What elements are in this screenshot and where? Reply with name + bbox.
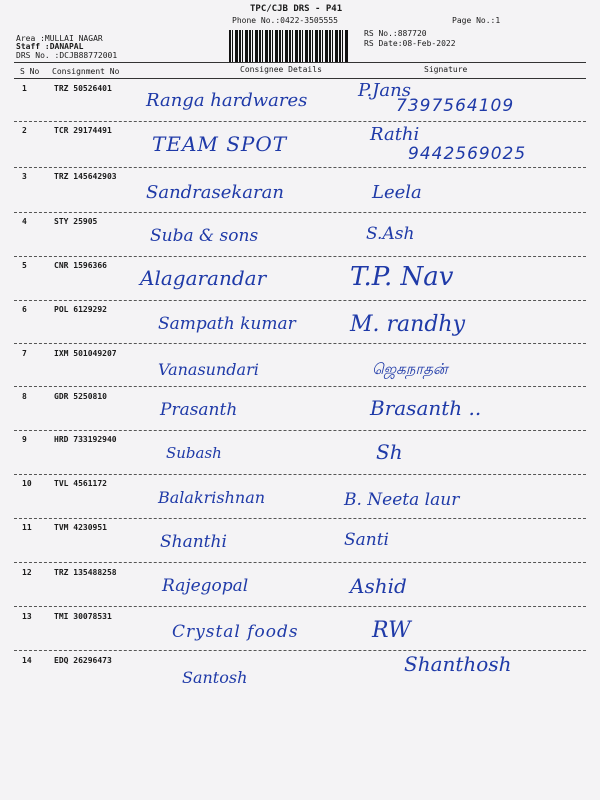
barcode-image bbox=[229, 30, 349, 63]
row-sno: 6 bbox=[22, 305, 27, 314]
header-rule-bottom bbox=[14, 78, 586, 79]
row-sno: 3 bbox=[22, 172, 27, 181]
row-divider bbox=[14, 430, 586, 431]
consignee-name: Crystal foods bbox=[172, 622, 299, 642]
signature: Rathi bbox=[370, 124, 420, 145]
consignee-name: Subash bbox=[166, 444, 222, 462]
row-sno: 10 bbox=[22, 479, 32, 488]
row-divider bbox=[14, 300, 586, 301]
consignee-name: Rajegopal bbox=[162, 576, 249, 596]
consignee-name: TEAM SPOT bbox=[152, 132, 288, 156]
signature: Leela bbox=[372, 182, 422, 203]
row-sno: 4 bbox=[22, 217, 27, 226]
consignee-name: Vanasundari bbox=[158, 360, 259, 379]
row-divider bbox=[14, 167, 586, 168]
signature: Brasanth .. bbox=[370, 396, 482, 420]
signature: T.P. Nav bbox=[350, 262, 454, 292]
col-signature: Signature bbox=[424, 65, 468, 74]
rs-date: RS Date:08-Feb-2022 bbox=[364, 39, 456, 48]
col-consignment: Consignment No bbox=[52, 67, 120, 76]
staff-label: Staff :DANAPAL bbox=[16, 42, 84, 51]
phone-number: Phone No.:0422-3505555 bbox=[232, 16, 338, 25]
row-divider bbox=[14, 474, 586, 475]
row-divider bbox=[14, 121, 586, 122]
row-consignment: TVL 4561172 bbox=[54, 479, 107, 488]
row-consignment: TRZ 50526401 bbox=[54, 84, 112, 93]
row-divider bbox=[14, 386, 586, 387]
row-consignment: TCR 29174491 bbox=[54, 126, 112, 135]
row-consignment: STY 25905 bbox=[54, 217, 98, 226]
drs-number: DRS No. :DCJB88772001 bbox=[16, 51, 118, 60]
row-divider bbox=[14, 518, 586, 519]
phone-number-handwritten: 9442569025 bbox=[408, 144, 527, 164]
row-sno: 14 bbox=[22, 656, 32, 665]
signature: B. Neeta laur bbox=[344, 490, 460, 510]
consignee-name: Ranga hardwares bbox=[146, 90, 308, 111]
area-label: Area :MULLAI NAGAR bbox=[16, 34, 103, 43]
row-sno: 9 bbox=[22, 435, 27, 444]
row-sno: 13 bbox=[22, 612, 32, 621]
header-rule-top bbox=[14, 62, 586, 63]
consignee-name: Alagarandar bbox=[140, 266, 267, 290]
row-consignment: POL 6129292 bbox=[54, 305, 107, 314]
row-consignment: IXM 501049207 bbox=[54, 349, 117, 358]
row-consignment: HRD 733192940 bbox=[54, 435, 117, 444]
signature: RW bbox=[372, 618, 411, 643]
row-sno: 5 bbox=[22, 261, 27, 270]
row-divider bbox=[14, 562, 586, 563]
row-sno: 1 bbox=[22, 84, 27, 93]
signature: ஜெகநாதன் bbox=[372, 360, 448, 378]
page-number: Page No.:1 bbox=[452, 16, 501, 25]
consignee-name: Sampath kumar bbox=[158, 314, 296, 334]
row-consignment: GDR 5250810 bbox=[54, 392, 107, 401]
row-consignment: TRZ 145642903 bbox=[54, 172, 117, 181]
signature: S.Ash bbox=[366, 224, 415, 244]
signature: Ashid bbox=[350, 574, 407, 598]
form-title: TPC/CJB DRS - P41 bbox=[250, 4, 343, 14]
consignee-name: Balakrishnan bbox=[158, 488, 266, 507]
row-consignment: EDQ 26296473 bbox=[54, 656, 112, 665]
row-consignment: TVM 4230951 bbox=[54, 523, 107, 532]
col-consignee: Consignee Details bbox=[240, 65, 322, 74]
row-consignment: TMI 30078531 bbox=[54, 612, 112, 621]
row-sno: 12 bbox=[22, 568, 32, 577]
signature: M. randhy bbox=[350, 312, 465, 337]
row-divider bbox=[14, 650, 586, 651]
row-divider bbox=[14, 212, 586, 213]
row-divider bbox=[14, 606, 586, 607]
rs-number: RS No.:887720 bbox=[364, 29, 427, 38]
row-consignment: TRZ 135488258 bbox=[54, 568, 117, 577]
signature: Sh bbox=[376, 440, 403, 464]
row-sno: 7 bbox=[22, 349, 27, 358]
row-sno: 11 bbox=[22, 523, 32, 532]
row-consignment: CNR 1596366 bbox=[54, 261, 107, 270]
signature: P.Jans bbox=[358, 80, 411, 101]
consignee-name: Sandrasekaran bbox=[146, 182, 284, 203]
consignee-name: Shanthi bbox=[160, 532, 227, 552]
consignee-name: Santosh bbox=[182, 668, 248, 687]
phone-number-handwritten: 7397564109 bbox=[396, 96, 515, 116]
row-sno: 2 bbox=[22, 126, 27, 135]
row-divider bbox=[14, 343, 586, 344]
consignee-name: Suba & sons bbox=[150, 226, 259, 246]
col-sno: S No bbox=[20, 67, 40, 76]
row-sno: 8 bbox=[22, 392, 27, 401]
signature: Santi bbox=[344, 530, 389, 550]
signature: Shanthosh bbox=[404, 652, 512, 676]
row-divider bbox=[14, 256, 586, 257]
consignee-name: Prasanth bbox=[160, 400, 238, 420]
